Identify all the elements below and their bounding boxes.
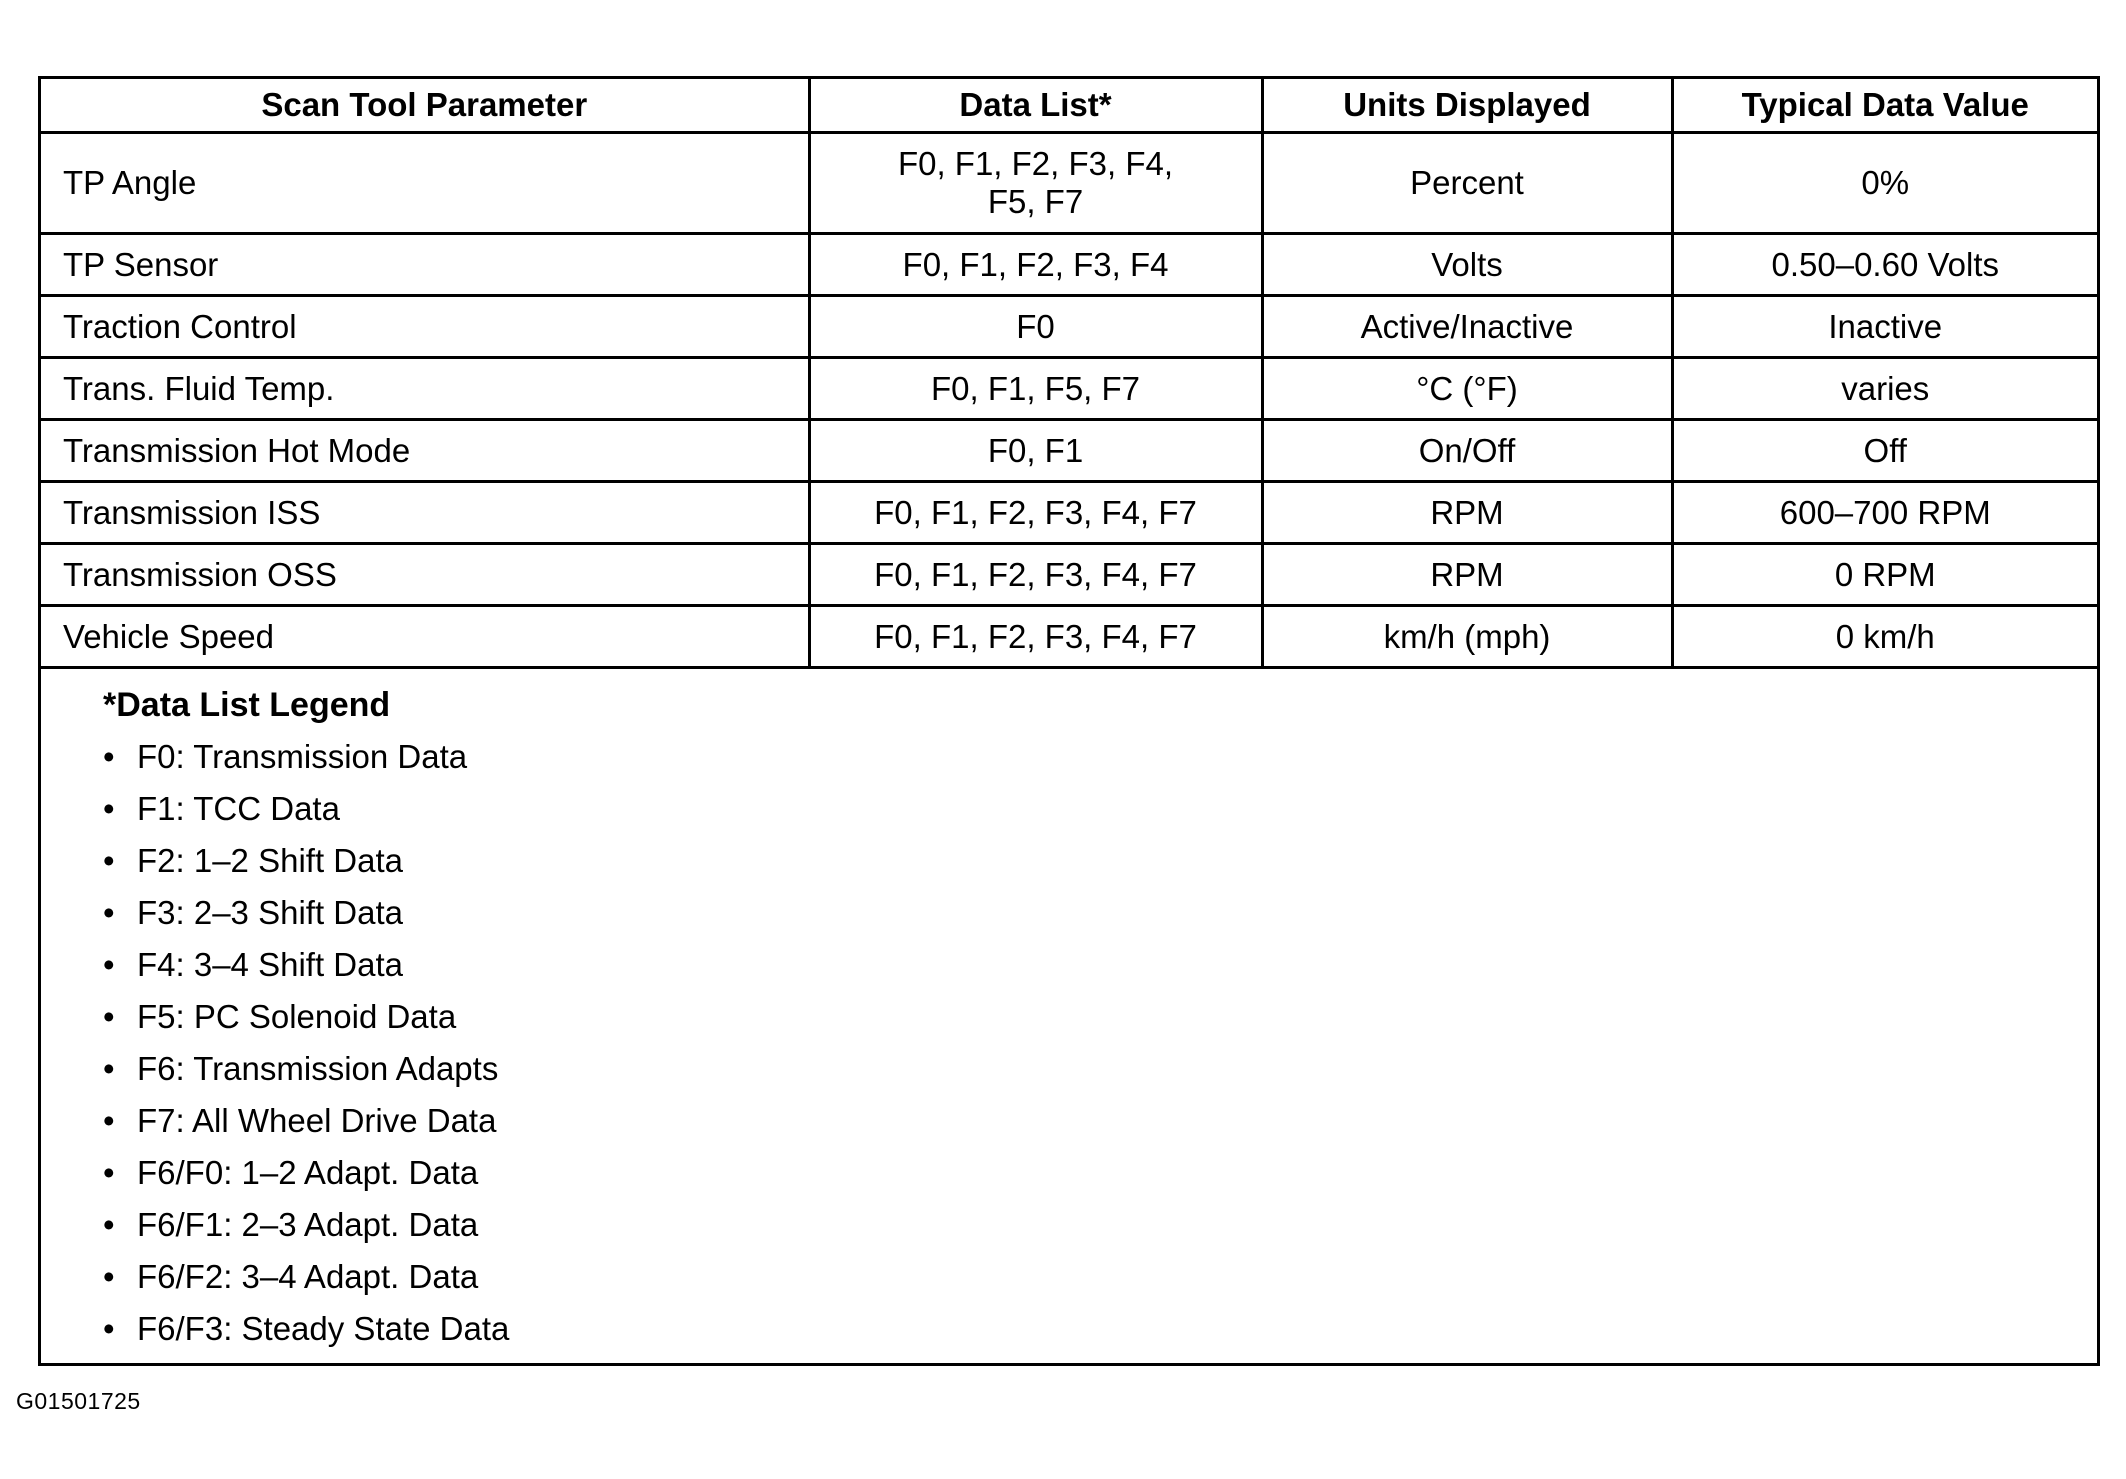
parameter-cell: TP Angle: [41, 133, 809, 234]
units-cell: °C (°F): [1262, 358, 1672, 420]
legend-item-text: F6/F3: Steady State Data: [137, 1310, 510, 1347]
bullet-icon: •: [103, 1206, 115, 1243]
bullet-icon: •: [103, 894, 115, 931]
scan-tool-data-sheet: [38, 76, 2100, 1366]
data-list-text: F0, F1, F2, F3, F4, F5, F7: [897, 145, 1174, 220]
data-list-cell: F0, F1: [809, 420, 1262, 482]
bullet-icon: •: [103, 946, 115, 983]
list-item: [103, 731, 2097, 783]
units-cell: Percent: [1262, 133, 1672, 234]
list-item: [103, 1251, 2097, 1303]
table-row: [41, 420, 2097, 482]
parameter-cell: Transmission Hot Mode: [41, 420, 809, 482]
list-item: [103, 1199, 2097, 1251]
bullet-icon: •: [103, 790, 115, 827]
bullet-icon: •: [103, 738, 115, 775]
table-row: [41, 544, 2097, 606]
bullet-icon: •: [103, 1154, 115, 1191]
legend-item-text: F4: 3–4 Shift Data: [137, 946, 403, 983]
table-row: [41, 133, 2097, 234]
data-list-cell: F0: [809, 296, 1262, 358]
typical-value-cell: 0%: [1672, 133, 2097, 234]
figure-id: G01501725: [16, 1388, 141, 1414]
data-list-cell: F0, F1, F5, F7: [809, 358, 1262, 420]
data-list-cell: F0, F1, F2, F3, F4, F7: [809, 482, 1262, 544]
table-row: [41, 234, 2097, 296]
units-cell: km/h (mph): [1262, 606, 1672, 668]
table-row: [41, 358, 2097, 420]
bullet-icon: •: [103, 1102, 115, 1139]
legend-title: *Data List Legend: [103, 686, 391, 724]
parameter-cell: Transmission ISS: [41, 482, 809, 544]
bullet-icon: •: [103, 1258, 115, 1295]
units-cell: RPM: [1262, 482, 1672, 544]
legend-item-text: F7: All Wheel Drive Data: [137, 1102, 497, 1139]
list-item: [103, 1303, 2097, 1355]
typical-value-cell: 0 RPM: [1672, 544, 2097, 606]
legend-item-text: F6/F1: 2–3 Adapt. Data: [137, 1206, 479, 1243]
list-item: [103, 1043, 2097, 1095]
legend-item-text: F5: PC Solenoid Data: [137, 998, 457, 1035]
list-item: [103, 887, 2097, 939]
legend-item-text: F0: Transmission Data: [137, 738, 468, 775]
parameter-cell: Vehicle Speed: [41, 606, 809, 668]
list-item: [103, 783, 2097, 835]
legend-list: [103, 731, 2097, 1355]
typical-value-cell: varies: [1672, 358, 2097, 420]
typical-value-cell: Off: [1672, 420, 2097, 482]
bullet-icon: •: [103, 1310, 115, 1347]
parameter-cell: Trans. Fluid Temp.: [41, 358, 809, 420]
units-cell: RPM: [1262, 544, 1672, 606]
parameter-cell: TP Sensor: [41, 234, 809, 296]
typical-value-cell: Inactive: [1672, 296, 2097, 358]
header-scan-tool-parameter: Scan Tool Parameter: [41, 79, 809, 133]
legend-item-text: F1: TCC Data: [137, 790, 340, 827]
table-row: [41, 606, 2097, 668]
typical-value-cell: 0.50–0.60 Volts: [1672, 234, 2097, 296]
legend-item-text: F2: 1–2 Shift Data: [137, 842, 403, 879]
legend-item-text: F6/F0: 1–2 Adapt. Data: [137, 1154, 479, 1191]
legend-item-text: F6/F2: 3–4 Adapt. Data: [137, 1258, 479, 1295]
list-item: [103, 1147, 2097, 1199]
table-row: [41, 482, 2097, 544]
list-item: [103, 835, 2097, 887]
parameter-cell: Transmission OSS: [41, 544, 809, 606]
data-list-cell: [809, 133, 1262, 234]
parameter-cell: Traction Control: [41, 296, 809, 358]
typical-value-cell: 0 km/h: [1672, 606, 2097, 668]
list-item: [103, 1095, 2097, 1147]
data-list-legend: [41, 669, 2097, 1355]
data-list-cell: F0, F1, F2, F3, F4, F7: [809, 544, 1262, 606]
header-data-list: Data List*: [809, 79, 1262, 133]
units-cell: Volts: [1262, 234, 1672, 296]
legend-item-text: F3: 2–3 Shift Data: [137, 894, 403, 931]
legend-item-text: F6: Transmission Adapts: [137, 1050, 499, 1087]
bullet-icon: •: [103, 1050, 115, 1087]
table-header-row: [41, 79, 2097, 133]
header-typical-data-value: Typical Data Value: [1672, 79, 2097, 133]
list-item: [103, 939, 2097, 991]
bullet-icon: •: [103, 998, 115, 1035]
table-row: [41, 296, 2097, 358]
scan-tool-parameter-table: [41, 79, 2097, 669]
list-item: [103, 991, 2097, 1043]
typical-value-cell: 600–700 RPM: [1672, 482, 2097, 544]
data-list-cell: F0, F1, F2, F3, F4: [809, 234, 1262, 296]
header-units-displayed: Units Displayed: [1262, 79, 1672, 133]
units-cell: Active/Inactive: [1262, 296, 1672, 358]
bullet-icon: •: [103, 842, 115, 879]
data-list-cell: F0, F1, F2, F3, F4, F7: [809, 606, 1262, 668]
units-cell: On/Off: [1262, 420, 1672, 482]
